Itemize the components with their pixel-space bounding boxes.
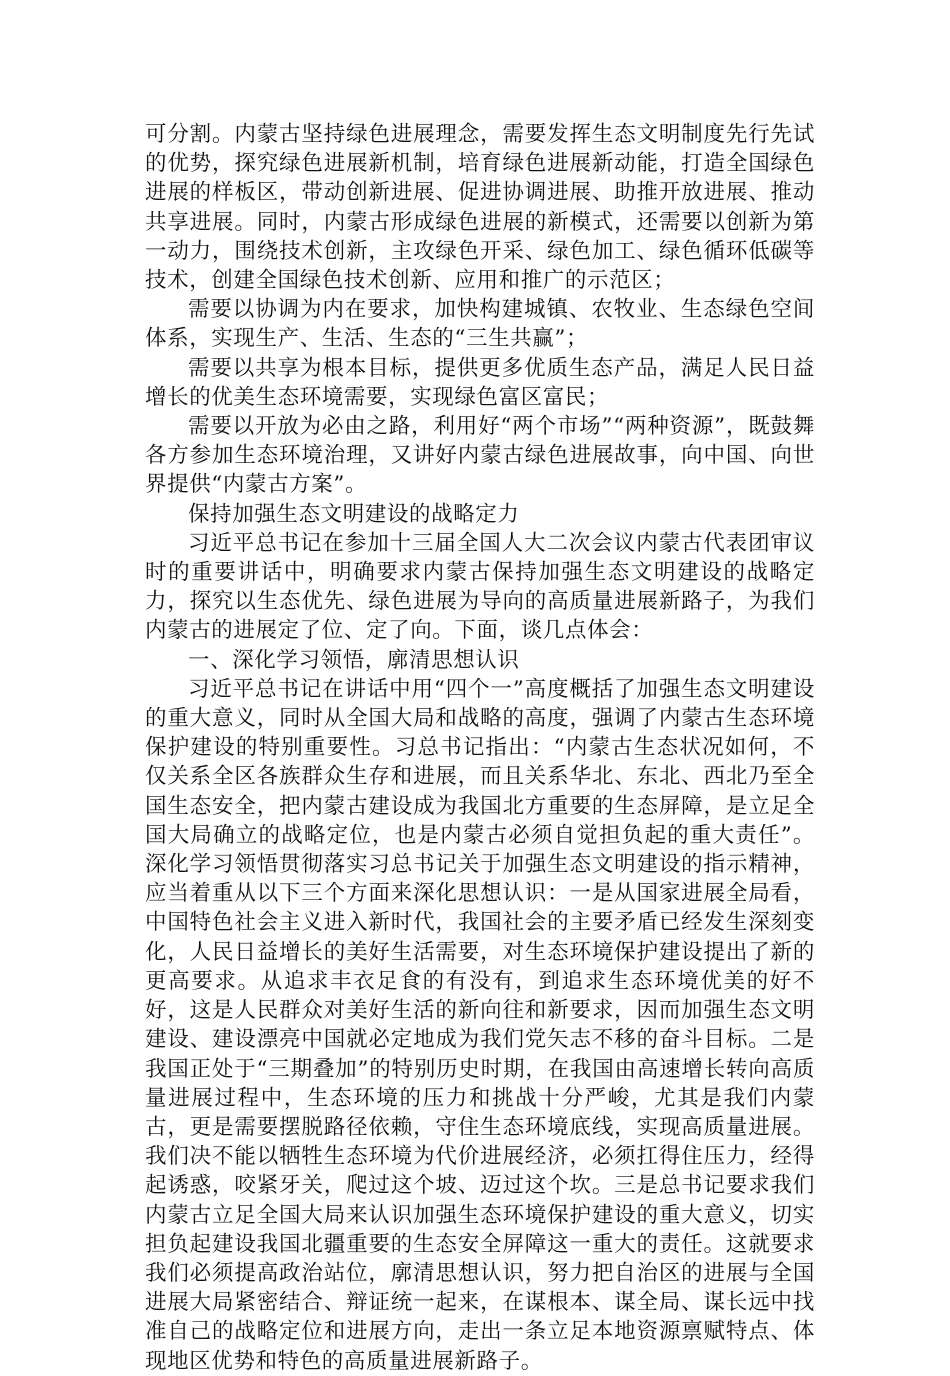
- paragraph-coordination: 需要以协调为内在要求，加快构建城镇、农牧业、生态绿色空间体系，实现生产、生活、生态的“三生共赢”；: [145, 297, 815, 352]
- paragraph-body: 习近平总书记在讲话中用“四个一”高度概括了加强生态文明建设的重大意义，同时从全国大局和战略的高度，强调了内蒙古生态环境保护建设的特别重要性。习总书记指出：“内蒙古生态状况如何，不仅关系全区各族群众生存和进展，而且关系华北、东北、西北乃至全国生态安全，把内蒙古建设成为我国北方重要的生态屏障，是立足全国大局确立的战略定位，也是内蒙古必须自觉担负起的重大责任”。深化学习领悟贯彻落实习总书记关于加强生态文明建设的指示精神，应当着重从以下三个方面来深化思想认识：一是从国家进展全局看，中国特色社会主义进入新时代，我国社会的主要矛盾已经发生深刻变化，人民日益增长的美好生活需要，对生态环境保护建设提出了新的更高要求。从追求丰衣足食的有没有，到追求生态环境优美的好不好，这是人民群众对美好生活的新向往和新要求，因而加强生态文明建设、建设漂亮中国就必定地成为我们党矢志不移的奋斗目标。二是我国正处于“三期叠加”的特别历史时期，在我国由高速增长转向高质量进展过程中，生态环境的压力和挑战十分严峻，尤其是我们内蒙古，更是需要摆脱路径依赖，守住生态环境底线，实现高质量进展。我们决不能以牺牲生态环境为代价进展经济，必须扛得住压力，经得起诱惑，咬紧牙关，爬过这个坡、迈过这个坎。三是总书记要求我们内蒙古立足全国大局来认识加强生态环境保护建设的重大意义，切实担负起建设我国北疆重要的生态安全屏障这一重大的责任。这就要求我们必须提高政治站位，廓清思想认识，努力把自治区的进展与全国进展大局紧密结合、辩证统一起来，在谋根本、谋全局、谋长远中找准自己的战略定位和进展方向，走出一条立足本地资源禀赋特点、体现地区优势和特色的高质量进展新路子。: [145, 676, 815, 1374]
- paragraph-sharing: 需要以共享为根本目标，提供更多优质生态产品，满足人民日益增长的优美生态环境需要，实现绿色富区富民；: [145, 355, 815, 410]
- section-title: 保持加强生态文明建设的战略定力: [188, 501, 520, 527]
- subsection-heading: 一、深化学习领悟，廓清思想认识: [188, 647, 520, 673]
- paragraph-intro: 习近平总书记在参加十三届全国人大二次会议内蒙古代表团审议时的重要讲话中，明确要求内蒙古保持加强生态文明建设的战略定力，探究以生态优先、绿色进展为导向的高质量进展新路子，为我们内蒙古的进展定了位、定了向。下面，谈几点体会：: [145, 530, 815, 644]
- paragraph-continuation: 可分割。内蒙古坚持绿色进展理念，需要发挥生态文明制度先行先试的优势，探究绿色进展新机制，培育绿色进展新动能，打造全国绿色进展的样板区，带动创新进展、促进协调进展、助推开放进展、推动共享进展。同时，内蒙古形成绿色进展的新模式，还需要以创新为第一动力，围绕技术创新，主攻绿色开采、绿色加工、绿色循环低碳等技术，创建全国绿色技术创新、应用和推广的示范区；: [145, 122, 815, 294]
- paragraph-opening: 需要以开放为必由之路，利用好“两个市场”“两种资源”，既鼓舞各方参加生态环境治理，又讲好内蒙古绿色进展故事，向中国、向世界提供“内蒙古方案”。: [145, 414, 815, 498]
- document-page: [145, 120, 815, 1376]
